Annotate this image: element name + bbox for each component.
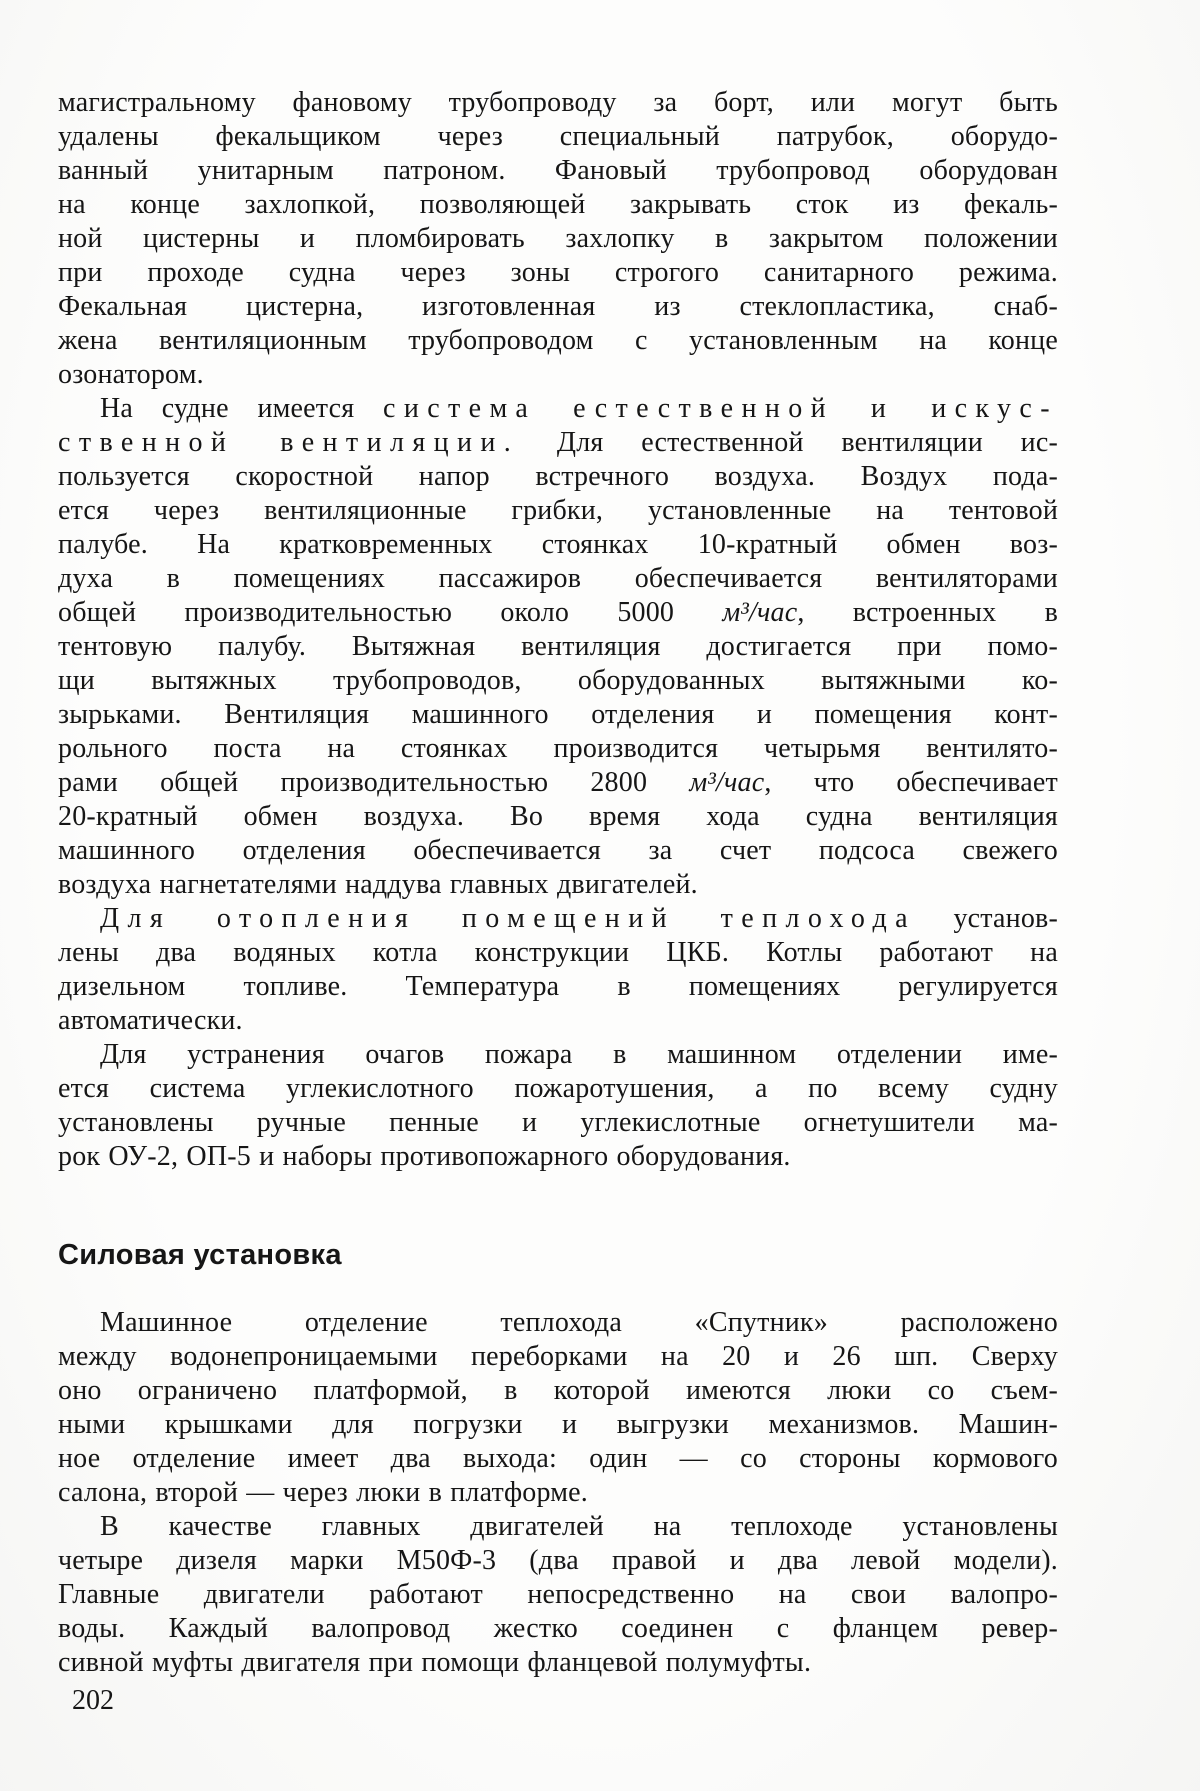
paragraph-fire-safety [58,1038,1058,1174]
text-line: зырьками. Вентиляция машинного отделения и помещения конт- [58,699,1058,730]
text-line: воздуха нагнетателями наддува главных двигателей. [58,869,698,900]
text-line: щи вытяжных трубопроводов, оборудованных вытяжными ко- [58,665,1058,696]
text-line: озонатором. [58,359,204,390]
emphasized-text-run: Для отопления помещений теплохода [100,903,916,934]
text-line: на конце захлопкой, позволяющей закрывать сток из фекаль- [58,189,1058,220]
paragraph-main-engines [58,1510,1058,1680]
text-line [58,596,1058,630]
text-line: лены два водяных котла конструкции ЦКБ. Котлы работают на [58,937,1058,968]
text-run: , встроенных в [797,597,1058,628]
text-line: Главные двигатели работают непосредственно на свои валопро- [58,1579,1058,1610]
text-line: ется система углекислотного пожаротушения, а по всему судну [58,1073,1058,1104]
text-line: удалены фекальщиком через специальный патрубок, оборудо- [58,121,1058,152]
text-column [58,86,1058,1680]
text-line: ными крышками для погрузки и выгрузки механизмов. Машин- [58,1409,1058,1440]
section-heading: Силовая установка [58,1239,342,1271]
text-run: , что обеспечивает [764,767,1058,798]
text-line [58,766,1058,800]
text-run: рами общей производительностью 2800 [58,767,690,798]
text-line: рок ОУ-2, ОП-5 и наборы противопожарного оборудования. [58,1141,791,1172]
text-line: тентовую палубу. Вытяжная вентиляция достигается при помо- [58,631,1058,662]
page-number: 202 [72,1685,114,1716]
text-line: при проходе судна через зоны строгого санитарного режима. [58,257,1058,288]
paragraph-heating [58,902,1058,1038]
text-line: ется через вентиляционные грибки, установленные на тентовой [58,495,1058,526]
text-line: палубе. На кратковременных стоянках 10-кратный обмен воз- [58,529,1058,560]
text-line: машинного отделения обеспечивается за счет подсоса свежего [58,835,1058,866]
text-line: дизельном топливе. Температура в помещениях регулируется [58,971,1058,1002]
text-line: оно ограничено платформой, в которой имеются люки со съем- [58,1375,1058,1406]
text-run: общей производительностью около 5000 [58,597,723,628]
text-line: магистральному фановому трубопроводу за борт, или могут быть [58,87,1058,118]
text-line: воды. Каждый валопровод жестко соединен с фланцем ревер- [58,1613,1058,1644]
text-line: пользуется скоростной напор встречного воздуха. Воздух пода- [58,461,1058,492]
text-run: Для естественной вентиляции ис- [519,427,1058,458]
text-line: Для устранения очагов пожара в машинном отделении име- [100,1039,1058,1070]
text-line: 20-кратный обмен воздуха. Во время хода судна вентиляция [58,801,1058,832]
text-line: автоматически. [58,1005,243,1036]
text-line [58,426,1058,460]
paragraph-sanitary-system [58,86,1058,392]
text-line: установлены ручные пенные и углекислотные огнетушители ма- [58,1107,1058,1138]
text-line: рольного поста на стоянках производится четырьмя вентилято- [58,733,1058,764]
text-line: Машинное отделение теплохода «Спутник» расположено [100,1307,1058,1338]
text-run: На судне имеется [100,393,383,424]
emphasized-text-run: система естественной и искус- [383,393,1058,424]
text-line: Фекальная цистерна, изготовленная из стеклопластика, снаб- [58,291,1058,322]
text-line: В качестве главных двигателей на теплоходе установлены [100,1511,1058,1542]
text-line: сивной муфты двигателя при помощи фланцевой полумуфты. [58,1647,812,1678]
paragraph-engine-room [58,1306,1058,1510]
units-formula: м³/час [689,767,765,798]
text-run: установ- [915,903,1059,934]
text-line [58,392,1058,426]
text-line: четыре дизеля марки М50Ф-3 (два правой и два левой модели). [58,1545,1058,1576]
text-line: духа в помещениях пассажиров обеспечивается вентиляторами [58,563,1058,594]
text-line: ванный унитарным патроном. Фановый трубопровод оборудован [58,155,1058,186]
emphasized-text-run: ственной вентиляции. [58,427,520,458]
paragraph-ventilation [58,392,1058,902]
text-line: ной цистерны и пломбировать захлопку в закрытом положении [58,223,1058,254]
text-line: ное отделение имеет два выхода: один — со стороны кормового [58,1443,1058,1474]
text-line [58,902,1058,936]
text-line: салона, второй — через люки в платформе. [58,1477,589,1508]
units-formula: м³/час [722,597,798,628]
text-line: жена вентиляционным трубопроводом с установленным на конце [58,325,1058,356]
text-line: между водонепроницаемыми переборками на 20 и 26 шп. Сверху [58,1341,1058,1372]
